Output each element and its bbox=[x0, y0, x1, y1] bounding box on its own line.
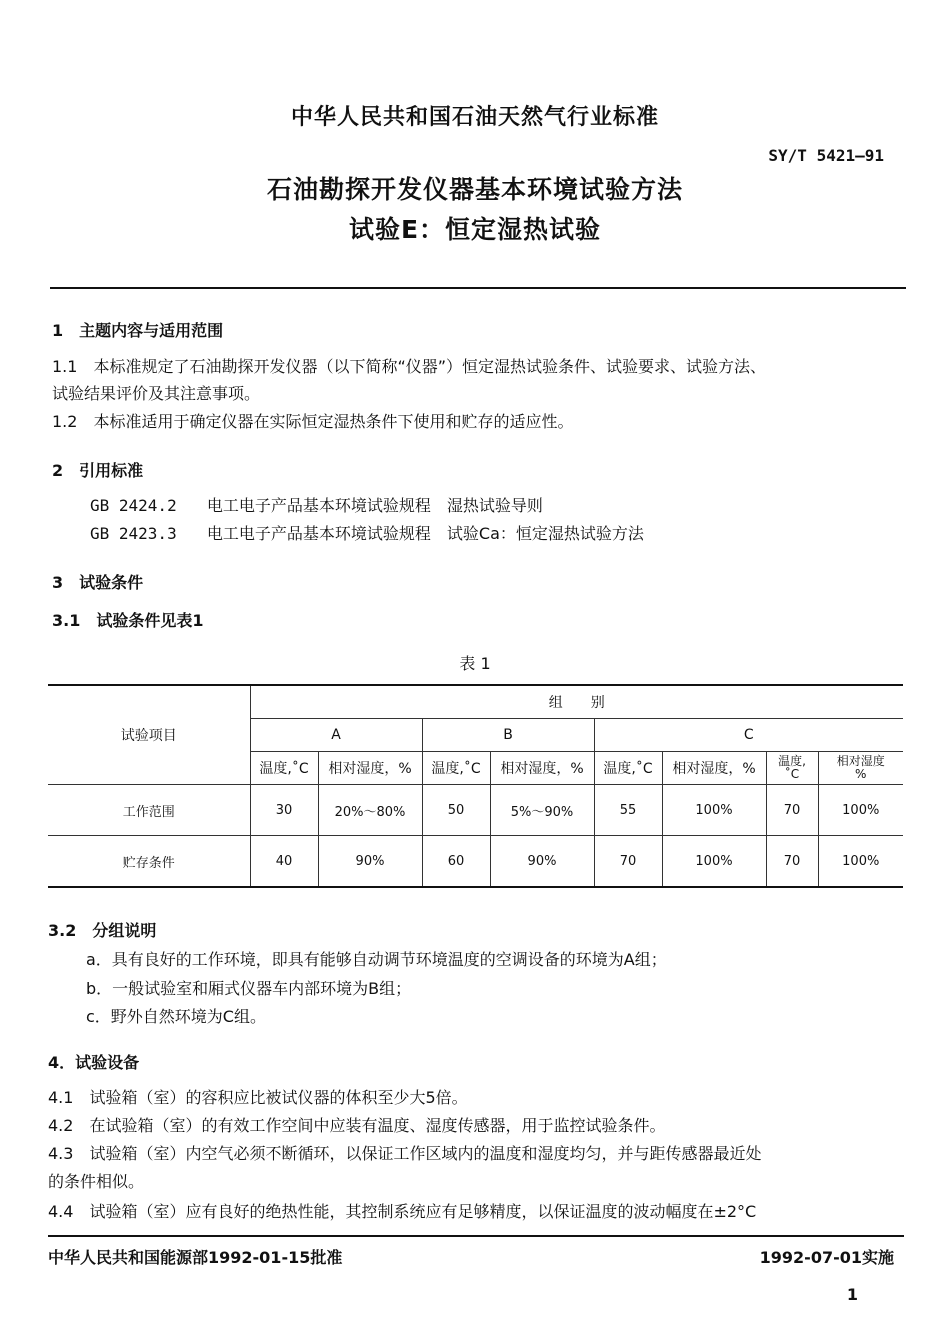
footer-rule bbox=[48, 1235, 904, 1237]
clause-4-4: 4.4 试验箱（室）应有良好的绝热性能，其控制系统应有足够精度，以保证温度的波动幅度在±2°C bbox=[48, 1202, 757, 1221]
table-cell: 100% bbox=[818, 785, 903, 836]
clause-4-2: 4.2 在试验箱（室）的有效工作空间中应装有温度、湿度传感器，用于监控试验条件。 bbox=[48, 1116, 666, 1135]
table-cell: 70 bbox=[594, 836, 662, 888]
clause-1-2: 1.2 本标准适用于确定仪器在实际恒定湿热条件下使用和贮存的适应性。 bbox=[52, 412, 574, 431]
table-cell: 20%～80% bbox=[318, 785, 422, 836]
reference-title: 电工电子产品基本环境试验规程 湿热试验导则 bbox=[206, 496, 543, 515]
reference-2 bbox=[90, 522, 644, 546]
clause-3-2-heading: 3.2 分组说明 bbox=[48, 921, 157, 940]
issuing-organization: 中华人民共和国石油天然气行业标准 bbox=[290, 105, 659, 130]
col-rh-c2-line1: 相对湿度 bbox=[836, 754, 885, 768]
table-cell: 70 bbox=[766, 785, 818, 836]
table-cell: 60 bbox=[422, 836, 490, 888]
col-temp-c2-line2: ˚C bbox=[784, 767, 800, 781]
table-header-item: 试验项目 bbox=[48, 685, 250, 785]
list-item-b: b．一般试验室和厢式仪器车内部环境为B组； bbox=[86, 979, 412, 998]
table-header-group: 组 别 bbox=[250, 685, 903, 719]
col-rh-c2-line2: % bbox=[855, 767, 867, 781]
section-2-heading: 2 引用标准 bbox=[52, 461, 144, 480]
col-temp-c2-line1: 温度, bbox=[778, 754, 806, 768]
table-cell: 90% bbox=[490, 836, 594, 888]
standard-code: SY/T 5421—91 bbox=[768, 146, 884, 165]
table-cell: 50 bbox=[422, 785, 490, 836]
clause-4-1: 4.1 试验箱（室）的容积应比被试仪器的体积至少大5倍。 bbox=[48, 1088, 468, 1107]
approval-line: 中华人民共和国能源部1992-01-15批准 bbox=[48, 1248, 343, 1267]
col-rh-a: 相对湿度，% bbox=[318, 752, 422, 785]
table-cell: 100% bbox=[662, 836, 766, 888]
clause-1-1-line2: 试验结果评价及其注意事项。 bbox=[52, 384, 261, 403]
table-cell: 100% bbox=[662, 785, 766, 836]
col-temp-c2 bbox=[766, 752, 818, 785]
group-a-header: A bbox=[250, 719, 422, 752]
test-conditions-table bbox=[48, 684, 903, 888]
col-rh-c2 bbox=[818, 752, 903, 785]
col-temp-c1: 温度,˚C bbox=[594, 752, 662, 785]
table-cell: 55 bbox=[594, 785, 662, 836]
page-number: 1 bbox=[846, 1285, 858, 1304]
document-subtitle: 试验E：恒定湿热试验 bbox=[348, 215, 602, 244]
clause-3-1: 3.1 试验条件见表1 bbox=[52, 611, 204, 630]
col-temp-a: 温度,˚C bbox=[250, 752, 318, 785]
table-cell: 90% bbox=[318, 836, 422, 888]
table-cell: 100% bbox=[818, 836, 903, 888]
group-c-header: C bbox=[594, 719, 903, 752]
table-row bbox=[48, 785, 903, 836]
section-1-heading: 1 主题内容与适用范围 bbox=[52, 321, 224, 340]
section-3-heading: 3 试验条件 bbox=[52, 573, 144, 592]
list-item-a: a．具有良好的工作环境，即具有能够自动调节环境温度的空调设备的环境为A组； bbox=[86, 950, 667, 969]
clause-4-3-line2: 的条件相似。 bbox=[48, 1172, 145, 1191]
table-cell: 30 bbox=[250, 785, 318, 836]
reference-title: 电工电子产品基本环境试验规程 试验Ca：恒定湿热试验方法 bbox=[206, 524, 644, 543]
row-label: 工作范围 bbox=[48, 785, 250, 836]
reference-1 bbox=[90, 494, 543, 518]
reference-code: GB 2424.2 bbox=[90, 496, 177, 515]
document-title: 石油勘探开发仪器基本环境试验方法 bbox=[266, 175, 683, 204]
section-4-heading: 4．试验设备 bbox=[48, 1053, 140, 1072]
group-b-header: B bbox=[422, 719, 594, 752]
reference-code: GB 2423.3 bbox=[90, 524, 177, 543]
list-item-c: c．野外自然环境为C组。 bbox=[86, 1007, 266, 1026]
clause-4-3-line1: 4.3 试验箱（室）内空气必须不断循环，以保证工作区域内的温度和湿度均匀，并与距传感器最近处 bbox=[48, 1144, 762, 1163]
table-cell: 70 bbox=[766, 836, 818, 888]
col-rh-c1: 相对湿度，% bbox=[662, 752, 766, 785]
table-row bbox=[48, 836, 903, 888]
table-caption: 表 1 bbox=[459, 654, 491, 673]
col-temp-b: 温度,˚C bbox=[422, 752, 490, 785]
table-cell: 40 bbox=[250, 836, 318, 888]
header-rule bbox=[50, 287, 906, 289]
row-label: 贮存条件 bbox=[48, 836, 250, 888]
clause-1-1-line1: 1.1 本标准规定了石油勘探开发仪器（以下简称“仪器”）恒定湿热试验条件、试验要求、试验方法、 bbox=[52, 357, 767, 376]
table-cell: 5%～90% bbox=[490, 785, 594, 836]
col-rh-b: 相对湿度，% bbox=[490, 752, 594, 785]
effective-date: 1992-07-01实施 bbox=[759, 1248, 894, 1267]
